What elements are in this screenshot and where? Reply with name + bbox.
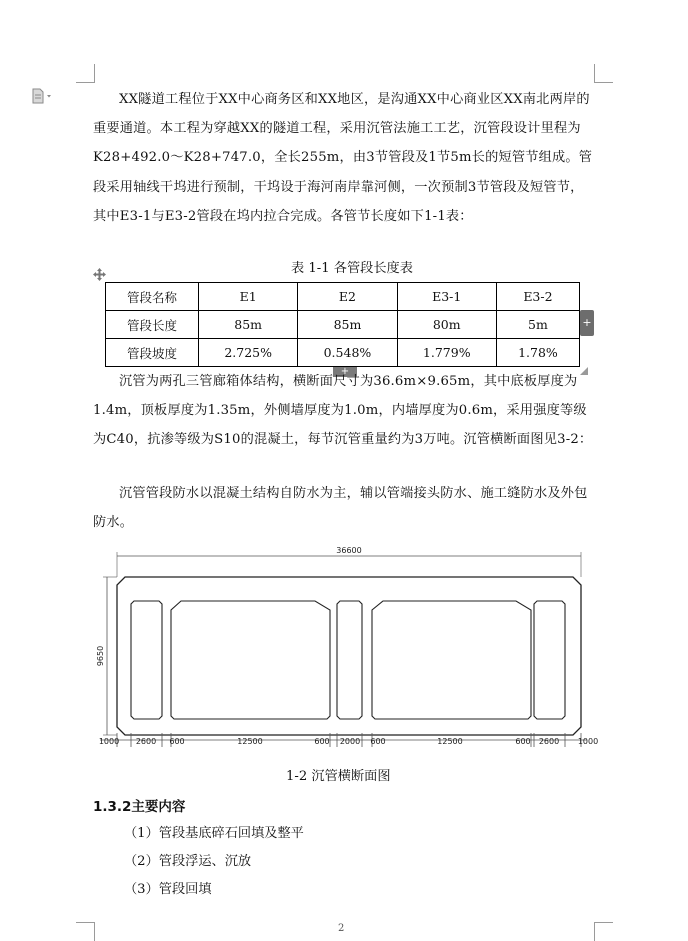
- add-row-button[interactable]: +: [333, 367, 357, 377]
- table-cell[interactable]: 1.779%: [397, 339, 496, 367]
- intro-paragraph: XX隧道工程位于XX中心商务区和XX地区，是沟通XX中心商业区XX南北两岸的重要通道。本工程为穿越XX的隧道工程，采用沉管法施工工艺，沉管段设计里程为K28+492.0～K28+747.0，全长255m，由3节管段及1节5m长的短管节组成。管段采用轴线干坞进行预制，干坞设于海河南岸靠河侧，一次预制3节管段及短管节，其中E3-1与E3-2管段在坞内拉合完成。各管节长度如下1-1表：: [93, 92, 593, 224]
- waterproof-paragraph: 沉管管段防水以混凝土结构自防水为主，辅以管端接头防水、施工缝防水及外包防水。: [93, 486, 588, 531]
- dimension-label: 600: [370, 737, 386, 746]
- table-cell[interactable]: 管段名称: [106, 283, 199, 311]
- table-cell[interactable]: 管段长度: [106, 311, 199, 339]
- table-cell[interactable]: 管段坡度: [106, 339, 199, 367]
- table-cell[interactable]: E3-2: [496, 283, 579, 311]
- table-cell[interactable]: 5m: [496, 311, 579, 339]
- document-options-icon[interactable]: [32, 88, 54, 104]
- crop-mark-top-left: [76, 64, 95, 83]
- dimension-label: 2600: [538, 737, 560, 746]
- dimension-label: 2000: [339, 737, 361, 746]
- dimension-label: 12500: [237, 737, 263, 746]
- dimension-label: 600: [515, 737, 531, 746]
- cross-section-drawing: [95, 543, 599, 748]
- table-cell[interactable]: 85m: [199, 311, 298, 339]
- table-row: [106, 311, 580, 339]
- segment-length-table: [105, 282, 580, 367]
- table-row: [106, 339, 580, 367]
- table-row: [106, 283, 580, 311]
- figure-caption: 1-2 沉管横断面图: [286, 769, 391, 784]
- table-cell[interactable]: 0.548%: [298, 339, 397, 367]
- page-number: 2: [338, 923, 345, 934]
- crop-mark-top-right: [594, 64, 613, 83]
- section-heading: 1.3.2主要内容: [93, 799, 186, 815]
- bottom-dimension-labels: [99, 737, 598, 746]
- dimension-label: 600: [314, 737, 330, 746]
- width-dimension-label: 36600: [336, 546, 362, 555]
- structure-paragraph: 沉管为两孔三管廊箱体结构，横断面尺寸为36.6m×9.65m，其中底板厚度为1.4m，顶板厚度为1.35m，外侧墙厚度为1.0m，内墙厚度为0.6m，采用强度等级为C40，抗渗等级为S10的混凝土，每节沉管重量约为3万吨。沉管横断面图见3-2：: [93, 374, 593, 448]
- table-cell[interactable]: 2.725%: [199, 339, 298, 367]
- dimension-label: 1000: [577, 737, 599, 746]
- table-cell[interactable]: E2: [298, 283, 397, 311]
- dimension-label: 2600: [135, 737, 157, 746]
- table-cell[interactable]: E1: [199, 283, 298, 311]
- table-move-handle-icon[interactable]: [93, 268, 106, 281]
- height-dimension-label: 9650: [96, 645, 105, 667]
- table-caption: 表 1-1 各管段长度表: [291, 261, 413, 276]
- list-item: （2）管段浮运、沉放: [124, 854, 252, 869]
- dimension-label: 600: [169, 737, 185, 746]
- table-cell[interactable]: E3-1: [397, 283, 496, 311]
- table-cell[interactable]: 85m: [298, 311, 397, 339]
- list-item: （3）管段回填: [124, 882, 212, 897]
- crop-mark-bottom-left: [76, 922, 95, 941]
- dimension-label: 12500: [437, 737, 463, 746]
- add-column-button[interactable]: +: [580, 310, 594, 336]
- dimension-label: 1000: [98, 737, 120, 746]
- crop-mark-bottom-right: [594, 922, 613, 941]
- table-cell[interactable]: 80m: [397, 311, 496, 339]
- table-cell[interactable]: 1.78%: [496, 339, 579, 367]
- list-item: （1）管段基底碎石回填及整平: [124, 826, 304, 841]
